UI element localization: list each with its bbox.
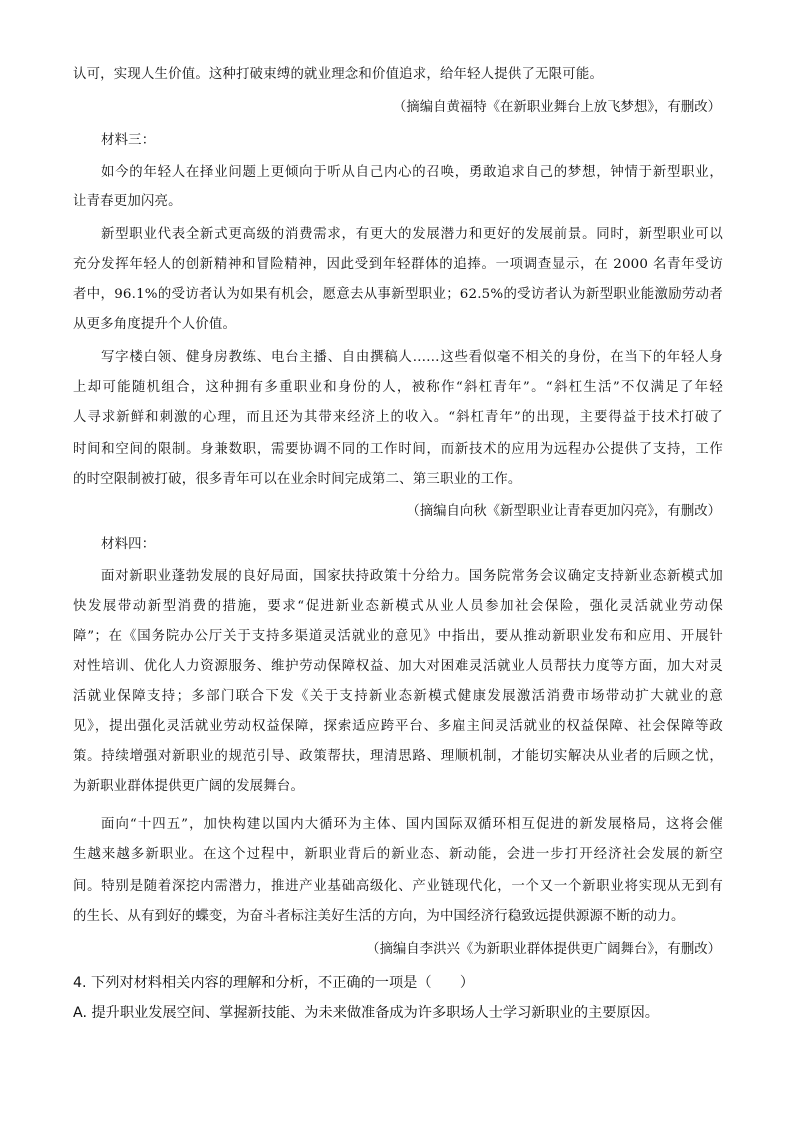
paragraph-line: 从更多角度提升个人价值。 [73,317,237,332]
option-a: A. 提升职业发展空间、掌握新技能、为未来做准备成为许多职场人士学习新职业的主要原因。 [73,1005,659,1021]
paragraph-line: 充分发挥年轻人的创新精神和冒险精神，因此受到年轻群体的追捧。一项调查显示，在 2000 名青年受访 [73,257,723,272]
paragraph-line: 策。持续增强对新职业的规范引导、政策帮扶，理清思路、理顺机制，才能切实解决从业者的后顾之忧， [73,749,723,764]
paragraph-line: 让青春更加闪亮。 [73,194,182,209]
source-citation: （摘编自黄福特《在新职业舞台上放飞梦想》，有删改） [392,100,721,115]
section-heading: 材料四： [101,537,156,552]
paragraph-line: 面对新职业蓬勃发展的良好局面，国家扶持政策十分给力。国务院常务会议确定支持新业态新模式加 [101,569,723,584]
paragraph-line: 者中，96.1%的受访者认为如果有机会，愿意去从事新型职业；62.5%的受访者认为新型职业能激励劳动者 [73,287,723,302]
paragraph-line: 快发展带动新型消费的措施，要求“促进新业态新模式从业人员参加社会保险，强化灵活就业劳动保 [73,599,723,614]
paragraph-line: 人寻求新鲜和刺激的心理，而且还为其带来经济上的收入。“斜杠青年”的出现，主要得益于技术打破了 [73,410,723,425]
paragraph-line: 为新职业群体提供更广阔的发展舞台。 [73,779,305,794]
section-heading: 材料三： [101,133,156,148]
paragraph-line: 面向“十四五”，加快构建以国内大循环为主体、国内国际双循环相互促进的新发展格局，这将会催 [101,817,723,832]
paragraph-line: 的时空限制被打破，很多青年可以在业余时间完成第二、第三职业的工作。 [73,472,522,487]
paragraph-line: 写字楼白领、健身房教练、电台主播、自由撰稿人……这些看似毫不相关的身份，在当下的年轻人身 [101,350,723,365]
paragraph-line: 如今的年轻人在择业问题上更倾向于听从自己内心的召唤，勇敢追求自己的梦想，钟情于新型职业， [101,165,723,180]
paragraph-line: 生越来越多新职业。在这个过程中，新职业背后的新业态、新动能，会进一步打开经济社会发展的新空 [73,847,723,862]
paragraph-line: 障”；在《国务院办公厅关于支持多渠道灵活就业的意见》中指出，要从推动新职业发布和应用、开展针 [73,629,723,644]
paragraph-line: 上却可能随机组合，这种拥有多重职业和身份的人，被称作“斜杠青年”。“斜杠生活”不仅满足了年轻 [73,380,723,395]
paragraph-line: 活就业保障支持；多部门联合下发《关于支持新业态新模式健康发展激活消费市场带动扩大就业的意 [73,689,723,704]
paragraph-line: 的生长、从有到好的蝶变，为奋斗者标注美好生活的方向，为中国经济行稳致远提供源源不断的动力。 [73,909,685,924]
paragraph-line: 见》，提出强化灵活就业劳动权益保障，探索适应跨平台、多雇主间灵活就业的权益保障、社会保障等政 [73,719,723,734]
paragraph-line: 新型职业代表全新式更高级的消费需求，有更大的发展潜力和更好的发展前景。同时，新型职业可以 [101,227,723,242]
source-citation: （摘编自向秋《新型职业让青春更加闪亮》，有删改） [406,504,721,519]
paragraph-line: 间。特别是随着深挖内需潜力，推进产业基础高级化、产业链现代化，一个又一个新职业将实现从无到有 [73,879,723,894]
paragraph-line: 认可，实现人生价值。这种打破束缚的就业理念和价值追求，给年轻人提供了无限可能。 [73,67,604,82]
source-citation: （摘编自李洪兴《为新职业群体提供更广阔舞台》，有删改） [366,942,721,957]
paragraph-line: 对性培训、优化人力资源服务、维护劳动保障权益、加大对困难灵活就业人员帮扶力度等方面，加大对灵 [73,659,723,674]
question-stem: 4. 下列对材料相关内容的理解和分析，不正确的一项是（ ） [73,975,475,991]
paragraph-line: 时间和空间的限制。身兼数职，需要协调不同的工作时间，而新技术的应用为远程办公提供了支持，工作 [73,442,723,457]
